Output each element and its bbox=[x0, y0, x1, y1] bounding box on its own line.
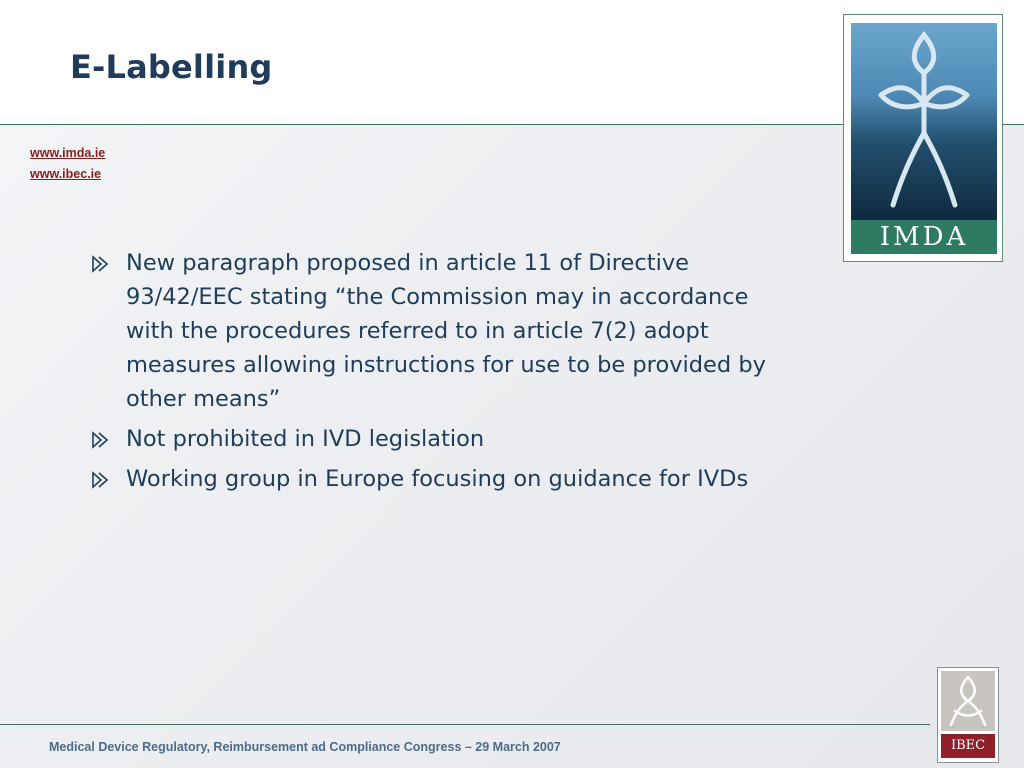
bullet-text: New paragraph proposed in article 11 of Directive 93/42/EEC stating “the Commission may in accordance with the procedures referred to in article 7(2) adopt measures allowing instructions for use to be provided by other means” bbox=[126, 250, 766, 412]
ibec-knot-logo-icon bbox=[941, 671, 995, 731]
arrow-bullet-icon bbox=[90, 254, 112, 274]
ibec-website-link[interactable]: www.ibec.ie bbox=[30, 167, 102, 181]
imda-logo-text: IMDA bbox=[851, 220, 997, 254]
slide-title: E-Labelling bbox=[70, 48, 273, 86]
footer-divider bbox=[0, 724, 930, 725]
bullet-list bbox=[90, 246, 800, 502]
bullet-text: Not prohibited in IVD legislation bbox=[126, 426, 485, 452]
ibec-logo-text: IBEC bbox=[941, 734, 995, 758]
arrow-bullet-icon bbox=[90, 470, 112, 490]
imda-logo bbox=[843, 14, 1003, 262]
ibec-logo bbox=[937, 667, 999, 763]
link-list bbox=[30, 143, 105, 185]
bullet-item bbox=[90, 422, 800, 456]
imda-website-link[interactable]: www.imda.ie bbox=[30, 146, 106, 160]
ibec-knot-icon bbox=[941, 671, 995, 731]
bullet-text: Working group in Europe focusing on guidance for IVDs bbox=[126, 466, 749, 492]
bullet-item bbox=[90, 462, 800, 496]
footer-caption: Medical Device Regulatory, Reimbursement ad Compliance Congress – 29 March 2007 bbox=[49, 740, 561, 754]
imda-figure-icon bbox=[851, 23, 997, 220]
arrow-bullet-icon bbox=[90, 430, 112, 450]
imda-figure-logo-icon bbox=[851, 23, 997, 220]
bullet-item bbox=[90, 246, 800, 416]
